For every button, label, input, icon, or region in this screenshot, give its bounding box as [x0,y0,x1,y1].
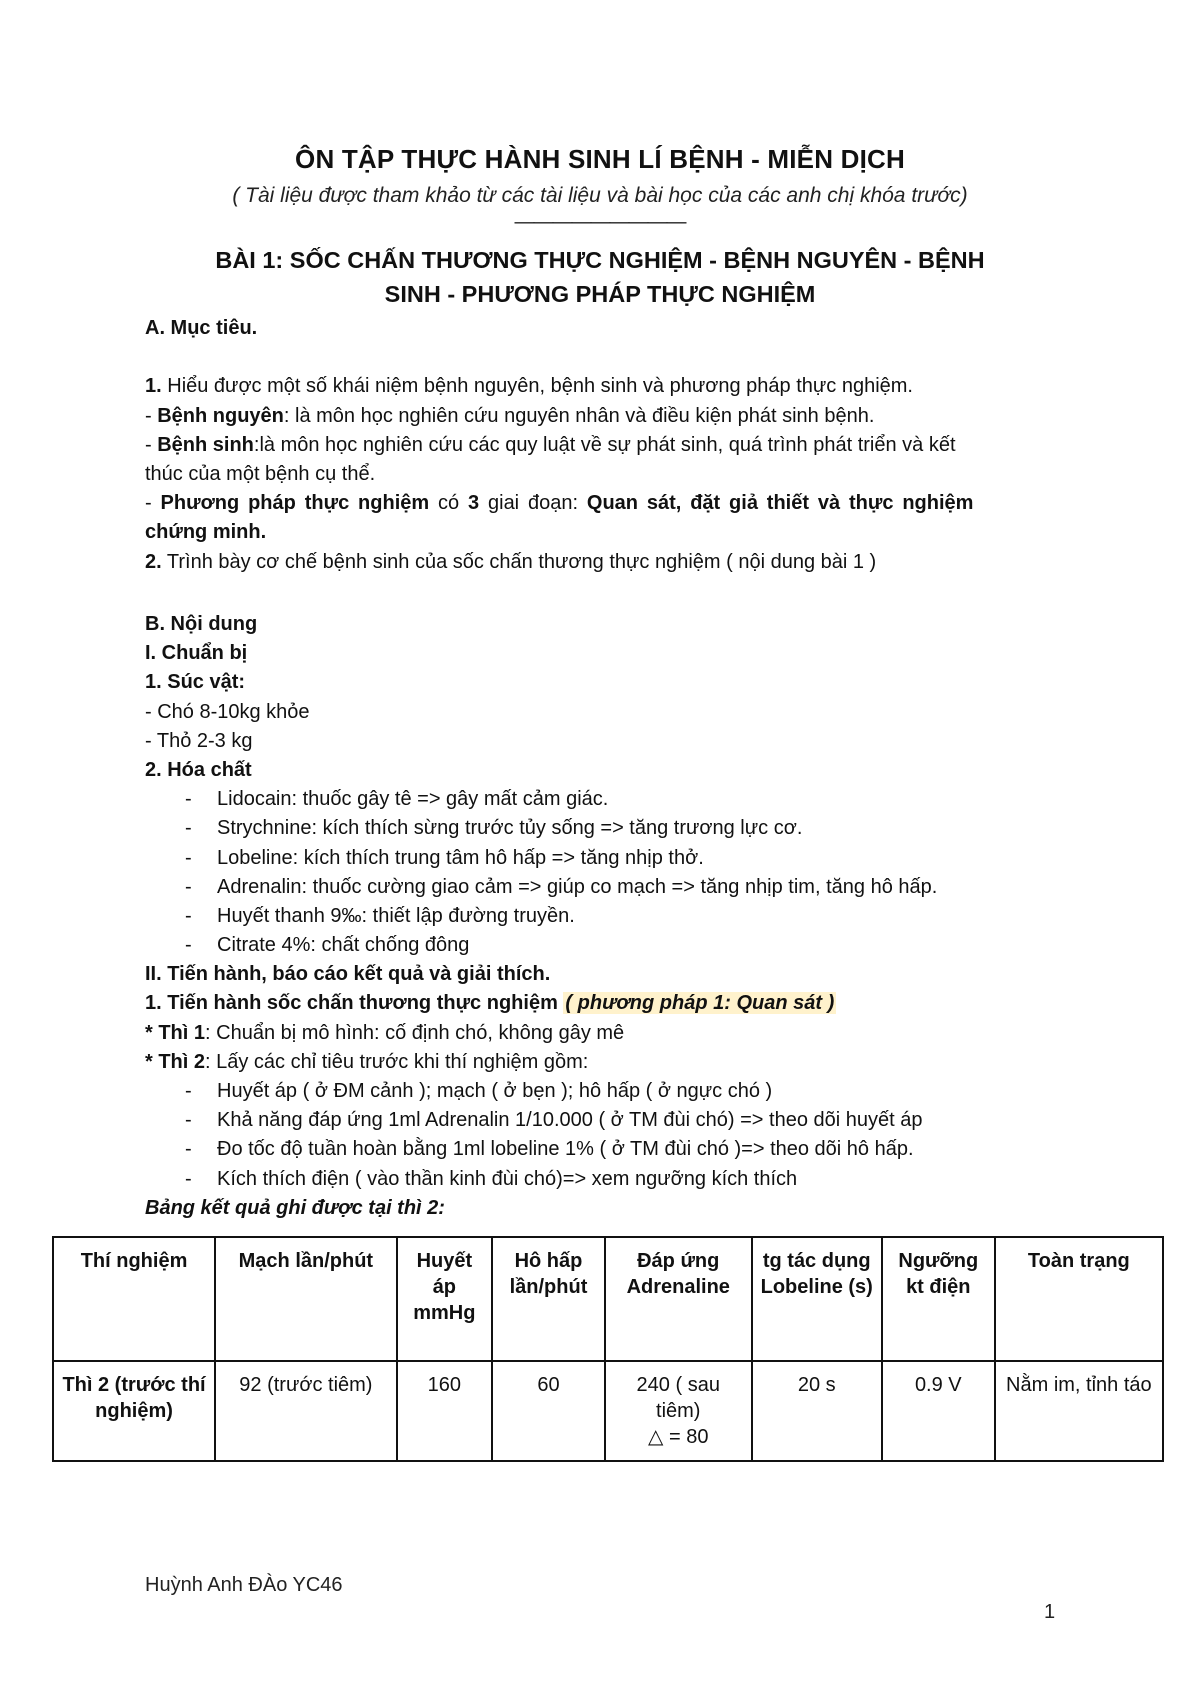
cell-condition: Nằm im, tỉnh táo [995,1361,1163,1461]
phase-2: * Thì 2: Lấy các chỉ tiêu trước khi thí nghiệm gồm: [145,1050,589,1073]
lesson-title-line2: SINH - PHƯƠNG PHÁP THỰC NGHIỆM [384,281,816,307]
section-b [145,610,1055,1223]
animal-item: - Chó 8-10kg khỏe [145,700,310,723]
section-a [145,314,1055,577]
part-2-heading: II. Tiến hành, báo cáo kết quả và giải thích. [145,963,551,986]
cell-experiment: Thì 2 (trước thí nghiệm) [53,1361,215,1461]
header-blood-pressure: Huyết áp mmHg [397,1237,492,1361]
method-highlight: ( phương pháp 1: Quan sát ) [565,992,835,1015]
header-adrenaline: Đáp ứng Adrenaline [605,1237,752,1361]
part-1-heading: I. Chuẩn bị [145,642,248,665]
page-number: 1 [1044,1601,1056,1623]
chemical-item: - Huyết thanh 9‰: thiết lập đường truyền. [185,904,575,927]
table-row [53,1361,1163,1461]
animals-heading: 1. Súc vật: [145,671,246,694]
phase-2-item: - Kích thích điện ( vào thần kinh đùi chó)=> xem ngưỡng kích thích [185,1167,798,1190]
phase-1: * Thì 1: Chuẩn bị mô hình: cố định chó, không gây mê [145,1021,625,1044]
section-b-heading: B. Nội dung [145,613,258,635]
cell-adrenaline [605,1361,752,1461]
objective-2: 2. Trình bày cơ chế bệnh sinh của sốc chấn thương thực nghiệm ( nội dung bài 1 ) [145,550,877,573]
cell-respiration: 60 [492,1361,605,1461]
definition-phuong-phap-line1: - Phương pháp thực nghiệm có 3 giai đoạn: Quan sát, đặt giả thiết và thực nghiệm [145,492,974,515]
table-header-row [53,1237,1163,1361]
results-table [52,1236,1164,1462]
chemical-item: - Lidocain: thuốc gây tê => gây mất cảm giác. [185,788,609,811]
table-caption: Bảng kết quả ghi được tại thì 2: [145,1196,445,1219]
animal-item: - Thỏ 2-3 kg [145,729,253,752]
chemical-item: - Adrenalin: thuốc cường giao cảm => giúp co mạch => tăng nhịp tim, tăng hô hấp. [185,875,938,898]
lesson-title-line1: BÀI 1: SỐC CHẤN THƯƠNG THỰC NGHIỆM - BỆNH NGUYÊN - BỆNH [215,247,985,273]
blank-line [145,343,1055,372]
chemical-item: - Citrate 4%: chất chống đông [185,934,470,957]
adrenaline-delta: △ = 80 [648,1426,709,1448]
title-divider: ————————— [514,211,686,233]
cell-threshold: 0.9 V [882,1361,995,1461]
header-condition: Toàn trạng [995,1237,1163,1361]
chemicals-heading: 2. Hóa chất [145,758,252,781]
header-pulse: Mạch lần/phút [215,1237,397,1361]
header-experiment: Thí nghiệm [53,1237,215,1361]
definition-benh-nguyen: - Bệnh nguyên: là môn học nghiên cứu nguyên nhân và điều kiện phát sinh bệnh. [145,404,875,427]
cell-lobeline: 20 s [752,1361,882,1461]
chemical-item: - Strychnine: kích thích sừng trước tủy sống => tăng trương lực cơ. [185,817,803,840]
cell-blood-pressure: 160 [397,1361,492,1461]
definition-benh-sinh-line1: - Bệnh sinh:là môn học nghiên cứu các quy luật về sự phát sinh, quá trình phát triển và kết [145,433,956,456]
phase-2-item: - Huyết áp ( ở ĐM cảnh ); mạch ( ở bẹn ); hô hấp ( ở ngực chó ) [185,1080,773,1102]
cell-pulse: 92 (trước tiêm) [215,1361,397,1461]
header-respiration: Hô hấp lần/phút [492,1237,605,1361]
adrenaline-value: 240 ( sau tiêm) [636,1374,720,1422]
objective-1: 1. Hiểu được một số khái niệm bệnh nguyên, bệnh sinh và phương pháp thực nghiệm. [145,375,913,398]
header-threshold: Ngưỡng kt điện [882,1237,995,1361]
header-lobeline: tg tác dụng Lobeline (s) [752,1237,882,1361]
definition-benh-sinh-line2: thúc của một bệnh cụ thể. [145,462,376,485]
document-title: ÔN TẬP THỰC HÀNH SINH LÍ BỆNH - MIỄN DỊCH [295,144,905,174]
document-subtitle: ( Tài liệu được tham khảo từ các tài liệu và bài học của các anh chị khóa trước) [232,184,968,207]
definition-phuong-phap-line2: chứng minh. [145,521,267,544]
chemical-item: - Lobeline: kích thích trung tâm hô hấp => tăng nhịp thở. [185,846,704,869]
phase-2-item: - Khả năng đáp ứng 1ml Adrenalin 1/10.000 ( ở TM đùi chó) => theo dõi huyết áp [185,1109,923,1132]
phase-2-item: - Đo tốc độ tuần hoàn bằng 1ml lobeline 1% ( ở TM đùi chó )=> theo dõi hô hấp. [185,1138,914,1161]
step-1-heading: 1. Tiến hành sốc chấn thương thực nghiệm ( phương pháp 1: Quan sát ) [145,992,835,1015]
section-a-heading: A. Mục tiêu. [145,317,258,339]
footer-author: Huỳnh Anh ĐÀo YC46 [145,1574,343,1596]
